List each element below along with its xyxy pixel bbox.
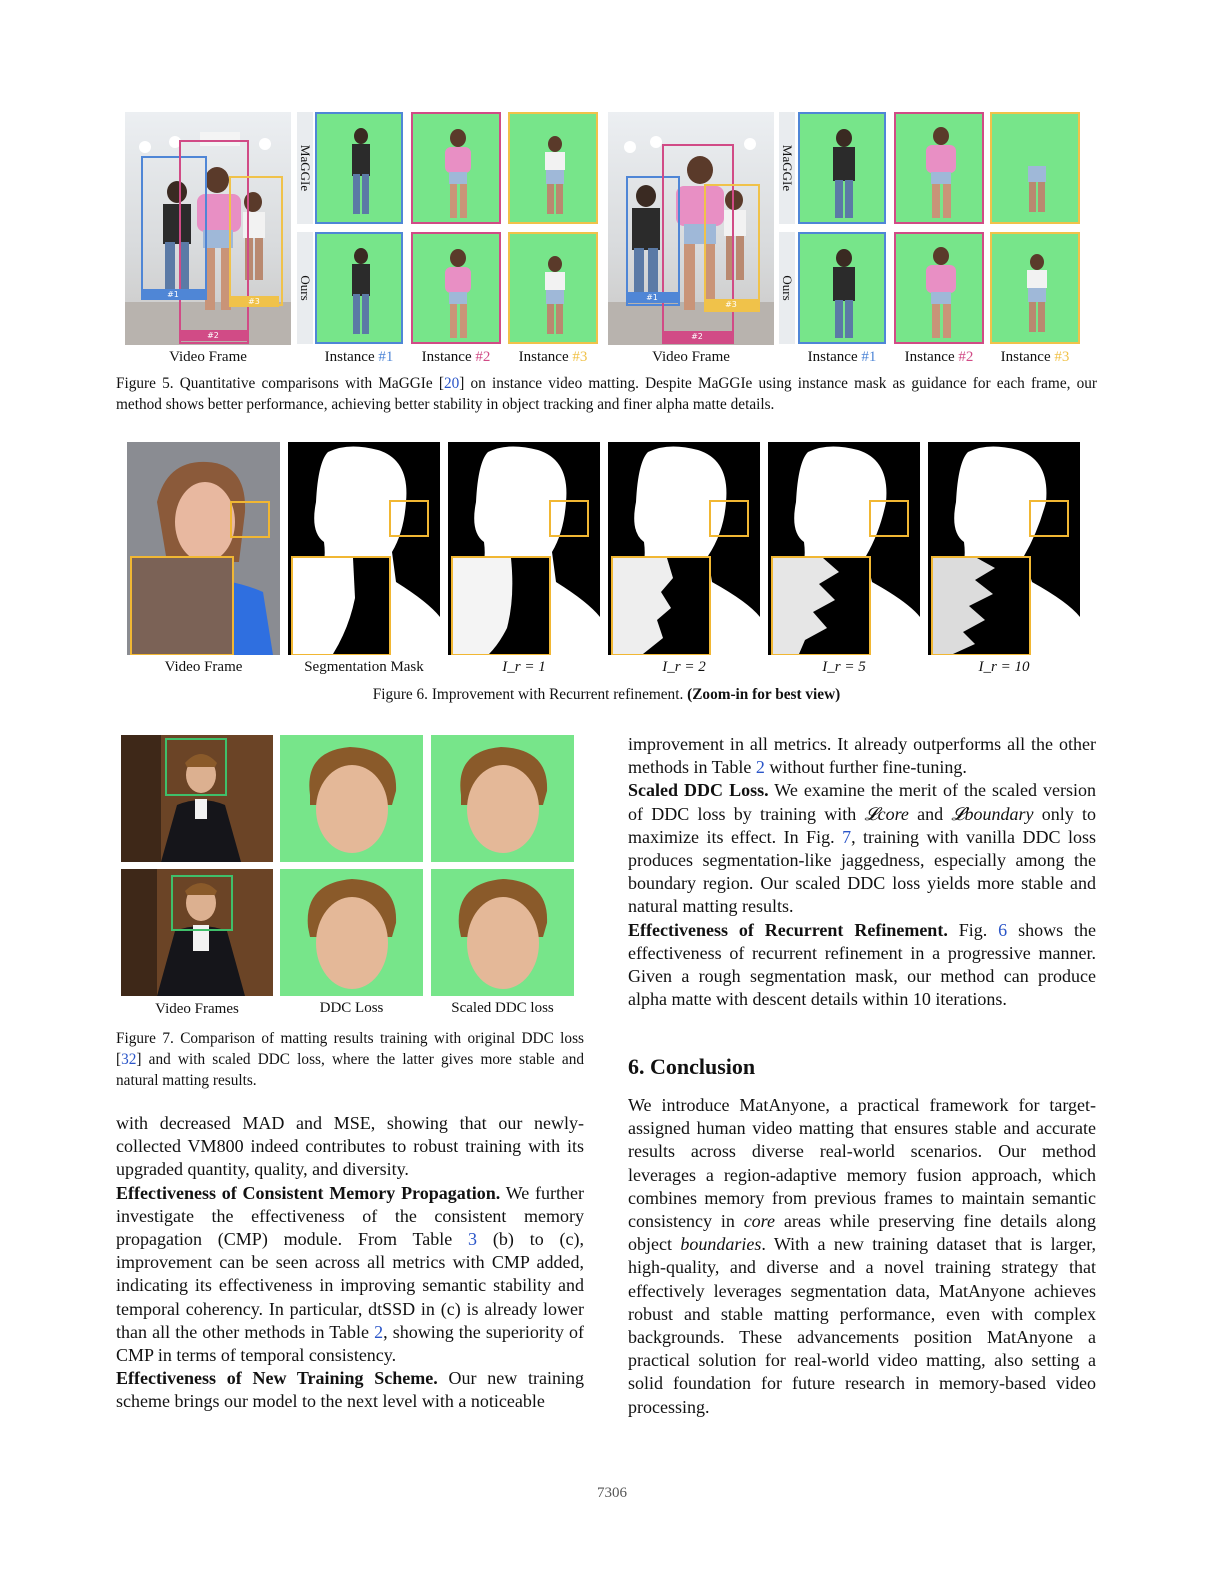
paragraph: We introduce MatAnyone, a practical framework for target-assigned human video matting that ensures stable and accurate results across diverse real-world scenarios. Our method leverages a region-adaptive memory fusion approach, which combines memory from previous frames to maintain semantic consistency in core areas while preserving fine details along object boundaries. With a new training dataset that is larger, high-quality, and diverse and a novel training strategy that effectively leverages segmentation data, MatAnyone achieves robust and stable matting performance, even with complex backgrounds. These advancements position MatAnyone a practical solution for real-world video matting, also setting a solid foundation for future research in memory-based video processing. <box>628 1095 1097 1417</box>
label-ir-5: I_r = 5 <box>822 659 866 675</box>
paragraph: Effectiveness of Consistent Memory Propagation. We further investigate the effectiveness of the consistent memory propagation (CMP) module. From Table 3 (b) to (c), improvement can be seen across all metrics with CMP added, indicating its effectiveness in improving semantic stability and temporal coherency. In particular, dtSSD in (c) is already lower than all the other methods in Table 2, showing the superiority of CMP in terms of temporal consistency. <box>116 1182 585 1366</box>
label-instance-1: Instance #1 <box>807 349 877 365</box>
figure-ref-link[interactable]: 6 <box>998 919 1008 940</box>
paragraph-heading: Effectiveness of New Training Scheme. <box>116 1368 438 1389</box>
instance-tag-2: #2 <box>662 331 732 342</box>
label-scaled-ddc-loss: Scaled DDC loss <box>451 1000 554 1016</box>
scaled-ddc-loss-top <box>431 735 574 862</box>
matte-maggie-3 <box>990 112 1080 224</box>
matte-ours-2 <box>411 232 501 344</box>
video-frame-image <box>125 112 291 345</box>
video-frame-image-2 <box>608 112 774 345</box>
right-column-text <box>628 733 1096 1011</box>
matte-maggie-2 <box>894 112 984 224</box>
matte-ours-1 <box>315 232 403 344</box>
matte-maggie-1 <box>315 112 403 224</box>
video-frame-top <box>121 735 273 862</box>
segmentation-mask <box>288 442 440 655</box>
figure-7-caption: Figure 7. Comparison of matting results training with original DDC loss [32] and with scaled DDC loss, where the latter gives more stable and natural matting results. <box>116 1030 584 1089</box>
recurrent-iter-10 <box>928 442 1080 655</box>
instance-tag-1: #1 <box>626 292 678 303</box>
matte-maggie-2 <box>411 112 501 224</box>
label-instance-2: Instance #2 <box>421 349 491 365</box>
label-video-frame: Video Frame <box>169 349 247 365</box>
instance-tag-3: #3 <box>229 296 279 307</box>
paragraph: Scaled DDC Loss. We examine the merit of the scaled version of DDC loss by training with 𝓛core and 𝓛boundary only to maximize its effect. In Fig. 7, training with vanilla DDC loss produces segmentation-like jaggedness, especially among the boundary region. Our scaled DDC loss yields more stable and natural matting results. <box>628 780 1096 917</box>
recurrent-iter-2 <box>608 442 760 655</box>
side-label-maggie: MaGGIe <box>779 112 795 224</box>
label-instance-2: Instance #2 <box>904 349 974 365</box>
paragraph: Effectiveness of Recurrent Refinement. Fig. 6 shows the effectiveness of recurrent refinement in a progressive manner. Given a rough segmentation mask, our method can produce alpha matte with descent details within 10 iterations. <box>628 919 1097 1010</box>
matte-ours-1 <box>798 232 886 344</box>
ddc-loss-top <box>280 735 423 862</box>
figure-5-caption: Figure 5. Quantitative comparisons with MaGGIe [20] on instance video matting. Despite MaGGIe using instance mask as guidance for each frame, our method shows better performance, achieving better stability in object tracking and finer alpha matte details. <box>116 375 1097 413</box>
left-column-text <box>116 1112 584 1414</box>
page-number: 7306 <box>597 1485 627 1501</box>
instance-tag-1: #1 <box>141 289 205 300</box>
figure-6-caption: Figure 6. Improvement with Recurrent refinement. (Zoom-in for best view) <box>372 686 841 703</box>
label-ir-1: I_r = 1 <box>502 659 546 675</box>
label-ir-10: I_r = 10 <box>978 659 1030 675</box>
paragraph: improvement in all metrics. It already outperforms all the other methods in Table 2 without further fine-tuning. <box>628 734 1096 778</box>
paragraph: with decreased MAD and MSE, showing that our newly-collected VM800 indeed contributes to robust training with its upgraded quantity, quality, and diversity. <box>116 1113 584 1180</box>
table-ref-link[interactable]: 3 <box>468 1229 478 1250</box>
paragraph-heading: Effectiveness of Consistent Memory Propagation. <box>116 1182 501 1203</box>
paragraph-heading: Effectiveness of Recurrent Refinement. <box>628 919 948 940</box>
matte-maggie-3 <box>508 112 598 224</box>
figure-ref-link[interactable]: 7 <box>842 826 852 847</box>
label-instance-1: Instance #1 <box>324 349 394 365</box>
conclusion-text <box>628 1094 1096 1419</box>
portrait-frame <box>127 442 280 655</box>
recurrent-iter-1 <box>448 442 600 655</box>
recurrent-iter-5 <box>768 442 920 655</box>
section-heading-conclusion: 6. Conclusion <box>628 1054 756 1079</box>
video-frame-bottom <box>121 869 273 996</box>
label-ddc-loss: DDC Loss <box>319 1000 384 1016</box>
matte-ours-3 <box>990 232 1080 344</box>
side-label-ours: Ours <box>779 232 795 344</box>
label-video-frame: Video Frame <box>652 349 730 365</box>
matte-ours-3 <box>508 232 598 344</box>
scaled-ddc-loss-bottom <box>431 869 574 996</box>
citation-link[interactable]: 32 <box>121 1051 137 1068</box>
label-video-frames: Video Frames <box>155 1001 239 1017</box>
side-label-maggie: MaGGIe <box>297 112 313 224</box>
matte-maggie-1 <box>798 112 886 224</box>
paragraph: Effectiveness of New Training Scheme. Our new training scheme brings our model to the next level with a noticeable <box>116 1368 584 1412</box>
matte-ours-2 <box>894 232 984 344</box>
instance-tag-2: #2 <box>179 330 247 341</box>
side-label-ours: Ours <box>297 232 313 344</box>
paragraph-heading: Scaled DDC Loss. <box>628 780 769 801</box>
instance-tag-3: #3 <box>704 299 758 310</box>
citation-link[interactable]: 20 <box>443 375 460 392</box>
table-ref-link[interactable]: 2 <box>374 1321 384 1342</box>
label-instance-3: Instance #3 <box>1000 349 1070 365</box>
ddc-loss-bottom <box>280 869 423 996</box>
label-instance-3: Instance #3 <box>518 349 588 365</box>
label-video-frame: Video Frame <box>164 659 243 675</box>
label-segmentation-mask: Segmentation Mask <box>304 659 424 675</box>
table-ref-link[interactable]: 2 <box>755 757 765 778</box>
label-ir-2: I_r = 2 <box>662 659 706 675</box>
